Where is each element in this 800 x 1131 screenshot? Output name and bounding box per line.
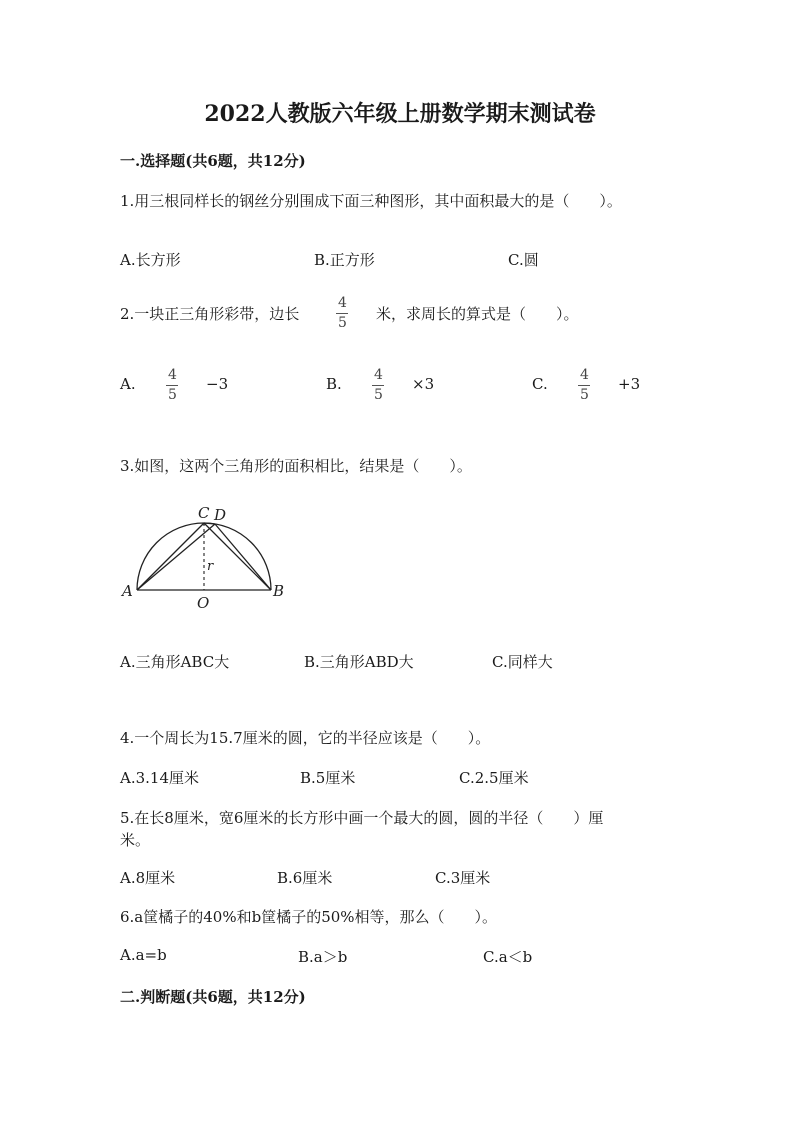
q4-option-a: A.3.14厘米 xyxy=(120,769,199,787)
fraction-numerator: 4 xyxy=(338,295,347,311)
q2-option-a-operation: −3 xyxy=(206,375,229,393)
segment-ad xyxy=(137,524,215,590)
fraction-denominator: 5 xyxy=(580,387,589,403)
section-heading-judgement: 二.判断题(共6题，共12分) xyxy=(120,988,306,1006)
fraction-numerator: 4 xyxy=(374,367,383,383)
label-d: D xyxy=(214,506,227,524)
q2-option-a-fraction xyxy=(166,368,179,403)
segment-cb xyxy=(204,523,271,590)
question-3-text: 3.如图，这两个三角形的面积相比，结果是（ ）。 xyxy=(120,457,472,475)
q5-option-c: C.3厘米 xyxy=(435,869,491,887)
q3-option-b: B.三角形ABD大 xyxy=(304,653,414,671)
question-4-text: 4.一个周长为15.7厘米的圆，它的半径应该是（ ）。 xyxy=(120,729,491,747)
q2-option-c-label: C. xyxy=(532,375,548,393)
fraction-numerator: 4 xyxy=(580,367,589,383)
label-r: r xyxy=(207,559,214,574)
q1-option-b: B.正方形 xyxy=(314,251,375,269)
q2-option-c-operation: +3 xyxy=(618,375,641,393)
q3-option-a: A.三角形ABC大 xyxy=(120,653,230,671)
question-1-text: 1.用三根同样长的钢丝分别围成下面三种图形，其中面积最大的是（ ）。 xyxy=(120,192,622,210)
page-title: 2022人教版六年级上册数学期末测试卷 xyxy=(204,101,596,127)
question-5-text-line2: 米。 xyxy=(120,831,151,849)
q6-option-c: C.a＜b xyxy=(483,948,533,966)
q1-option-c: C.圆 xyxy=(508,251,539,269)
section-heading-choice: 一.选择题(共6题，共12分) xyxy=(120,152,306,170)
fraction-denominator: 5 xyxy=(338,315,347,331)
q2-fraction xyxy=(336,296,349,331)
q2-option-b-fraction xyxy=(372,368,385,403)
segment-ac xyxy=(137,523,204,590)
fraction-denominator: 5 xyxy=(168,387,177,403)
question-2-text-end: 米，求周长的算式是（ ）。 xyxy=(376,305,579,323)
q5-option-a: A.8厘米 xyxy=(120,869,176,887)
q2-option-a-label: A. xyxy=(120,375,136,393)
label-c: C xyxy=(198,504,210,522)
fraction-bar xyxy=(166,385,178,386)
q4-option-c: C.2.5厘米 xyxy=(459,769,529,787)
question-5-text-line1: 5.在长8厘米，宽6厘米的长方形中画一个最大的圆，圆的半径（ ）厘 xyxy=(120,809,604,827)
q4-option-b: B.5厘米 xyxy=(300,769,356,787)
q2-option-b-operation: ×3 xyxy=(412,375,435,393)
q1-option-a: A.长方形 xyxy=(120,251,181,269)
fraction-bar xyxy=(372,385,384,386)
fraction-denominator: 5 xyxy=(374,387,383,403)
q3-option-c: C.同样大 xyxy=(492,653,553,671)
q5-option-b: B.6厘米 xyxy=(277,869,333,887)
fraction-numerator: 4 xyxy=(168,367,177,383)
label-b: B xyxy=(273,582,285,600)
q2-option-c-fraction xyxy=(578,368,591,403)
fraction-bar xyxy=(336,313,348,314)
question-2-text-start: 2.一块正三角形彩带，边长 xyxy=(120,305,300,323)
q2-option-b-label: B. xyxy=(326,375,342,393)
semicircle-triangles-figure xyxy=(115,500,295,615)
fraction-bar xyxy=(578,385,590,386)
q6-option-a: A.a=b xyxy=(120,946,167,964)
q6-option-b: B.a＞b xyxy=(298,948,348,966)
label-a: A xyxy=(122,582,133,600)
label-o: O xyxy=(197,594,210,612)
question-6-text: 6.a筐橘子的40%和b筐橘子的50%相等，那么（ ）。 xyxy=(120,908,498,926)
